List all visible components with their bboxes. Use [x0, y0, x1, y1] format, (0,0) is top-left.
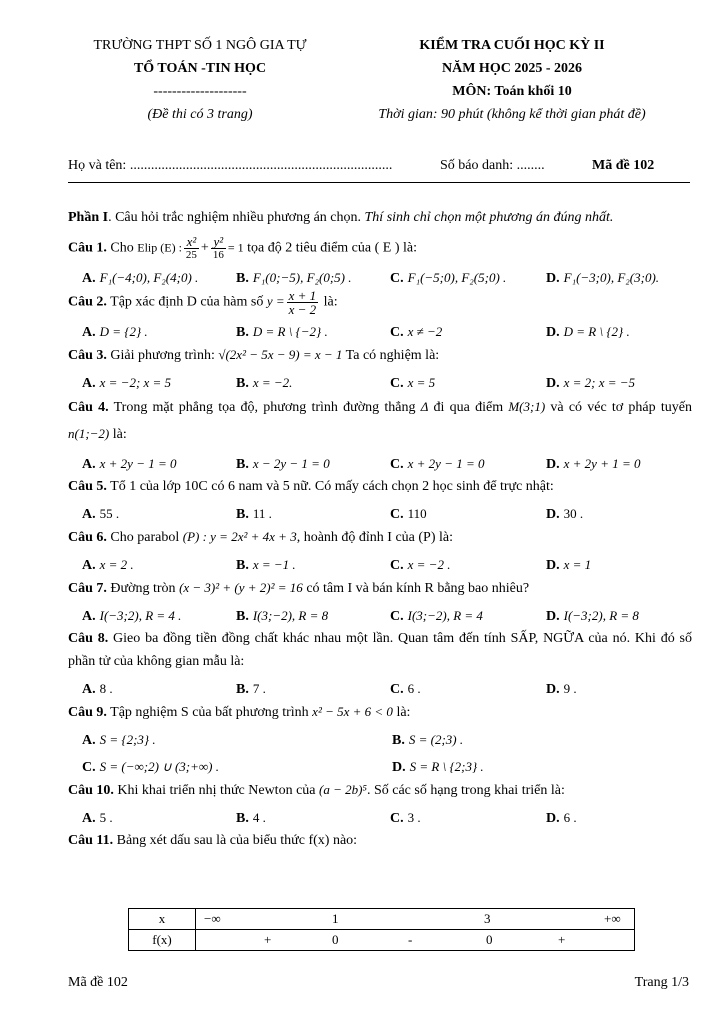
options-5: [68, 498, 692, 525]
option-b[interactable]: B. 4 .: [236, 810, 266, 826]
header-divider: [68, 182, 690, 183]
cell-fx-values: [196, 930, 635, 951]
exam-code: Mã đề 102: [592, 158, 655, 173]
option-d[interactable]: D. 30 .: [546, 506, 584, 522]
sign-minus: -: [408, 932, 413, 947]
options-4: [68, 448, 692, 475]
student-id-field: Số báo danh: ........: [440, 158, 545, 173]
options-6: [68, 549, 692, 576]
option-b[interactable]: B. F₁(0;−5), F₂(0;5) .: [236, 270, 352, 286]
question-8: Câu 8. Gieo ba đồng tiền đồng chất khác nhau một lần. Quan tâm đến tính SẤP, NGỮA của nó. Khi đó số phần tử của không gian mẫu là:: [68, 631, 692, 669]
cell-fx-label: f(x): [129, 930, 196, 951]
option-b[interactable]: B. D = R \ {−2} .: [236, 324, 328, 340]
option-c[interactable]: C. 3 .: [390, 810, 421, 826]
time-note: Thời gian: 90 phút (không kể thời gian phát đề): [378, 107, 646, 122]
exam-title: KIỂM TRA CUỐI HỌC KỲ II: [419, 38, 605, 53]
option-d[interactable]: D. S = R \ {2;3} .: [392, 759, 484, 775]
question-10: Câu 10. Khi khai triển nhị thức Newton của (a − 2b)⁵. Số các số hạng trong khai triển là:: [68, 782, 565, 798]
option-b[interactable]: B. 7 .: [236, 681, 266, 697]
subject: MÔN: Toán khối 10: [452, 84, 572, 99]
option-c[interactable]: C. 110: [390, 506, 427, 522]
sign-plus-1: +: [264, 932, 272, 947]
options-8: [68, 673, 692, 700]
option-a[interactable]: A. I(−3;2), R = 4 .: [82, 608, 182, 624]
options-9-row-2: [68, 751, 692, 778]
header-dashes: --------------------: [153, 84, 247, 99]
option-d[interactable]: D. 6 .: [546, 810, 577, 826]
option-c[interactable]: C. x = −2 .: [390, 557, 451, 573]
option-a[interactable]: A. 8 .: [82, 681, 113, 697]
question-7: Câu 7. Đường tròn (x − 3)² + (y + 2)² = 16 có tâm I và bán kính R bằng bao nhiêu?: [68, 580, 530, 596]
pages-note: (Đề thi có 3 trang): [147, 107, 253, 122]
question-3: Câu 3. Giải phương trình: √(2x² − 5x − 9) = x − 1 Ta có nghiệm là:: [68, 347, 440, 363]
department-name: TỔ TOÁN -TIN HỌC: [133, 61, 267, 76]
option-b[interactable]: B. x = −2.: [236, 375, 293, 391]
option-a[interactable]: A. x + 2y − 1 = 0: [82, 456, 177, 472]
root-3: 3: [484, 911, 491, 926]
option-b[interactable]: B. x − 2y − 1 = 0: [236, 456, 330, 472]
footer-exam-code: Mã đề 102: [68, 975, 128, 990]
option-a[interactable]: A. D = {2} .: [82, 324, 148, 340]
question-2: Câu 2. Tập xác định D của hàm số y = $\frac{x + 1}{x - 2}$ là:: [68, 288, 338, 317]
option-c[interactable]: C. I(3;−2), R = 4: [390, 608, 483, 624]
option-a[interactable]: A. F₁(−4;0), F₂(4;0) .: [82, 270, 199, 286]
zero-2: 0: [486, 932, 493, 947]
header-left: [62, 34, 338, 126]
school-year: NĂM HỌC 2025 - 2026: [442, 61, 582, 76]
option-c[interactable]: C. 6 .: [390, 681, 421, 697]
option-d[interactable]: D. x = 1: [546, 557, 592, 573]
option-c[interactable]: C. F₁(−5;0), F₂(5;0) .: [390, 270, 507, 286]
question-1: Câu 1. Cho Elip (E) : $\frac{\text{x²}}{25}$ + $\frac{\text{y²}}{16}$ = 1 tọa độ 2 tiêu điểm của ( E ) là:: [68, 234, 417, 261]
option-c[interactable]: C. x ≠ −2: [390, 324, 443, 340]
question-6: Câu 6. Cho parabol (P) : y = 2x² + 4x + 3, hoành độ đỉnh I của (P) là:: [68, 529, 453, 545]
zero-1: 0: [332, 932, 339, 947]
option-d[interactable]: D. x + 2y + 1 = 0: [546, 456, 641, 472]
options-7: [68, 600, 692, 627]
cell-x-label: x: [129, 909, 196, 930]
option-b[interactable]: B. I(3;−2), R = 8: [236, 608, 329, 624]
option-c[interactable]: C. S = (−∞;2) ∪ (3;+∞) .: [82, 759, 219, 775]
option-d[interactable]: D. I(−3;2), R = 8: [546, 608, 639, 624]
question-list: [68, 206, 692, 852]
root-1: 1: [332, 911, 339, 926]
option-a[interactable]: A. 5 .: [82, 810, 113, 826]
option-b[interactable]: B. 11 .: [236, 506, 272, 522]
sign-table-row-x: [129, 909, 635, 930]
name-field: Họ và tên: ...........................................................................: [68, 158, 393, 173]
options-3: [68, 367, 692, 394]
options-9-row-1: [68, 724, 692, 751]
options-1: [68, 262, 692, 289]
cell-x-values: [196, 909, 635, 930]
option-d[interactable]: D. x = 2; x = −5: [546, 375, 636, 391]
option-a[interactable]: A. x = −2; x = 5: [82, 375, 172, 391]
option-d[interactable]: D. D = R \ {2} .: [546, 324, 630, 340]
student-info: [68, 158, 690, 180]
option-a[interactable]: A. 55 .: [82, 506, 120, 522]
sign-table: [128, 908, 635, 951]
header-right: [342, 34, 682, 126]
option-a[interactable]: A. x = 2 .: [82, 557, 134, 573]
option-a[interactable]: A. S = {2;3} .: [82, 732, 156, 748]
pos-infinity: +∞: [604, 911, 621, 926]
question-9: Câu 9. Tập nghiệm S của bất phương trình x² − 5x + 6 < 0 là:: [68, 704, 411, 720]
sign-plus-2: +: [558, 932, 566, 947]
options-2: [68, 316, 692, 343]
option-d[interactable]: D. 9 .: [546, 681, 577, 697]
question-5: Câu 5. Tổ 1 của lớp 10C có 6 nam và 5 nữ. Có mấy cách chọn 2 học sinh để trực nhật:: [68, 479, 554, 494]
option-b[interactable]: B. x = −1 .: [236, 557, 296, 573]
school-name: TRƯỜNG THPT SỐ 1 NGÔ GIA TỰ: [93, 38, 307, 53]
option-d[interactable]: D. F₁(−3;0), F₂(3;0).: [546, 270, 660, 286]
part-heading: Phần I. Câu hỏi trắc nghiệm nhiều phương án chọn. Thí sinh chỉ chọn một phương án đúng nhất.: [68, 210, 614, 225]
question-4: Câu 4. Trong mặt phẳng tọa độ, phương trình đường thẳng Δ đi qua điểm M(3;1) và có véc tơ pháp tuyến n(1;−2) là:: [68, 399, 692, 442]
options-10: [68, 802, 692, 829]
neg-infinity: −∞: [204, 911, 221, 926]
option-b[interactable]: B. S = (2;3) .: [392, 732, 464, 748]
sign-table-row-fx: [129, 930, 635, 951]
option-c[interactable]: C. x + 2y − 1 = 0: [390, 456, 485, 472]
option-c[interactable]: C. x = 5: [390, 375, 436, 391]
question-11: Câu 11. Bảng xét dấu sau là của biểu thức f(x) nào:: [68, 833, 358, 848]
footer-page-number: Trang 1/3: [634, 975, 689, 990]
